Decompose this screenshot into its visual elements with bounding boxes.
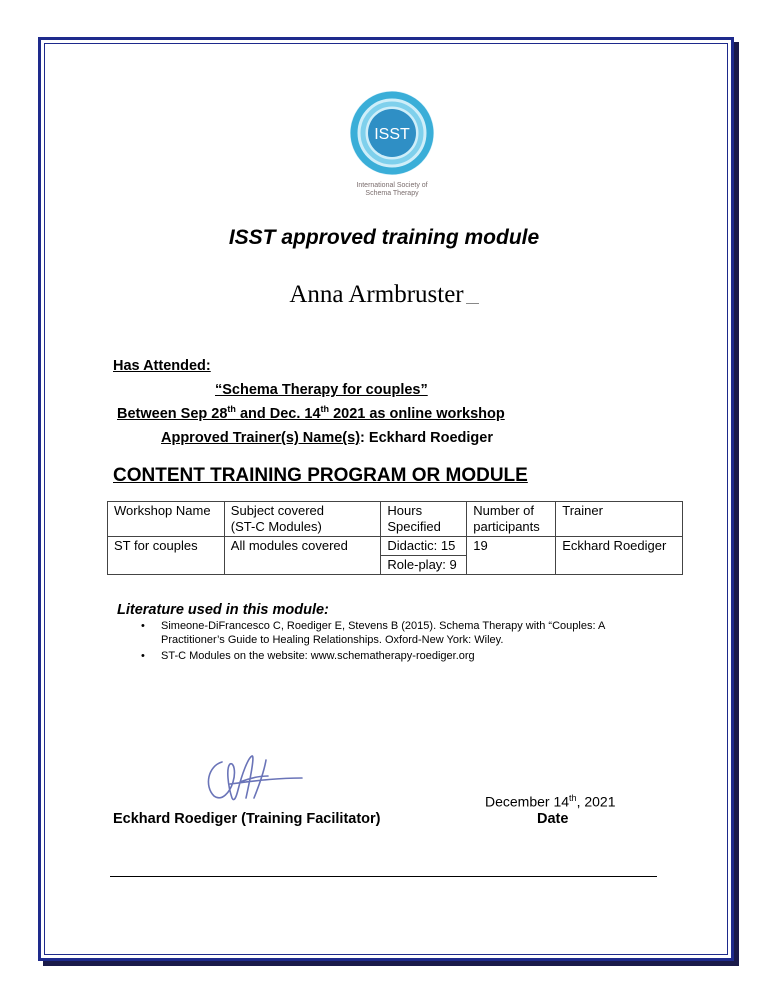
- header-participants-line2: participants: [473, 519, 540, 534]
- period-part1: Between Sep 28: [117, 405, 228, 422]
- signature-date: [485, 793, 616, 810]
- course-period: [117, 404, 505, 422]
- period-part2: and Dec. 14: [235, 405, 321, 422]
- literature-title: Literature used in this module:: [117, 602, 329, 618]
- attended-label: Has Attended:: [113, 358, 211, 374]
- program-table: [107, 501, 683, 575]
- signature-line: [110, 876, 657, 877]
- bullet-icon: •: [141, 620, 145, 632]
- literature-item-1: Simeone-DiFrancesco C, Roediger E, Stevens B (2015). Schema Therapy with “Couples: A Practitioner’s Guide to Healing Relationships. Oxford-New York: Wiley.: [161, 620, 605, 646]
- trainer-name: Eckhard Roediger: [364, 430, 493, 446]
- handwritten-signature: [200, 752, 310, 808]
- list-item: [141, 620, 611, 647]
- logo-caption-line2: Schema Therapy: [365, 190, 419, 197]
- logo-text: ISST: [374, 126, 410, 143]
- table-row: [108, 537, 683, 556]
- list-item: [141, 650, 611, 664]
- certificate-title: ISST approved training module: [228, 226, 540, 249]
- header-workshop-text: Workshop Name: [114, 503, 211, 518]
- header-workshop: [108, 502, 225, 537]
- header-hours-line2: Specified: [387, 519, 441, 534]
- date-label: Date: [537, 811, 569, 827]
- approved-trainer: [161, 430, 493, 446]
- header-trainer-text: Trainer: [562, 503, 603, 518]
- trainer-label: Approved Trainer(s) Name(s): [161, 430, 361, 446]
- recipient-name: [0, 281, 768, 309]
- header-subject: [224, 502, 381, 537]
- header-trainer: [556, 502, 683, 537]
- header-hours-line1: Hours: [387, 503, 423, 518]
- period-sup1: th: [227, 404, 236, 414]
- cell-workshop: ST for couples: [108, 537, 225, 575]
- period-part3: 2021 as online workshop: [329, 405, 505, 422]
- logo-caption-line1: International Society of: [356, 182, 428, 189]
- course-title: “Schema Therapy for couples”: [215, 382, 428, 398]
- period-sup2: th: [320, 404, 330, 414]
- table-header-row: [108, 502, 683, 537]
- cell-participants: 19: [467, 537, 556, 575]
- literature-list: [141, 620, 611, 667]
- logo-caption: [330, 182, 454, 198]
- header-hours: [381, 502, 467, 537]
- signature-stroke: [208, 756, 302, 800]
- header-subject-line1: Subject covered: [230, 503, 325, 518]
- cell-subject: All modules covered: [224, 537, 381, 575]
- date-part2: , 2021: [576, 793, 616, 810]
- literature-item-2: ST-C Modules on the website: www.schematherapy-roediger.org: [161, 650, 475, 662]
- program-heading: CONTENT TRAINING PROGRAM OR MODULE: [113, 465, 528, 486]
- recipient-name-text: Anna Armbruster: [289, 281, 464, 308]
- bullet-icon: •: [141, 650, 145, 662]
- facilitator-name: Eckhard Roediger (Training Facilitator): [113, 811, 381, 827]
- name-underline: [466, 303, 479, 304]
- cell-hours-roleplay: Role-play: 9: [381, 556, 467, 575]
- header-subject-line2: (ST-C Modules): [230, 519, 322, 534]
- cell-hours-didactic: Didactic: 15: [381, 537, 467, 556]
- trainer-sep: :: [360, 430, 365, 446]
- cell-trainer: Eckhard Roediger: [556, 537, 683, 575]
- date-part1: December 14: [485, 793, 570, 810]
- header-participants: [467, 502, 556, 537]
- header-participants-line1: Number of: [473, 503, 534, 518]
- date-sup: th: [569, 793, 577, 803]
